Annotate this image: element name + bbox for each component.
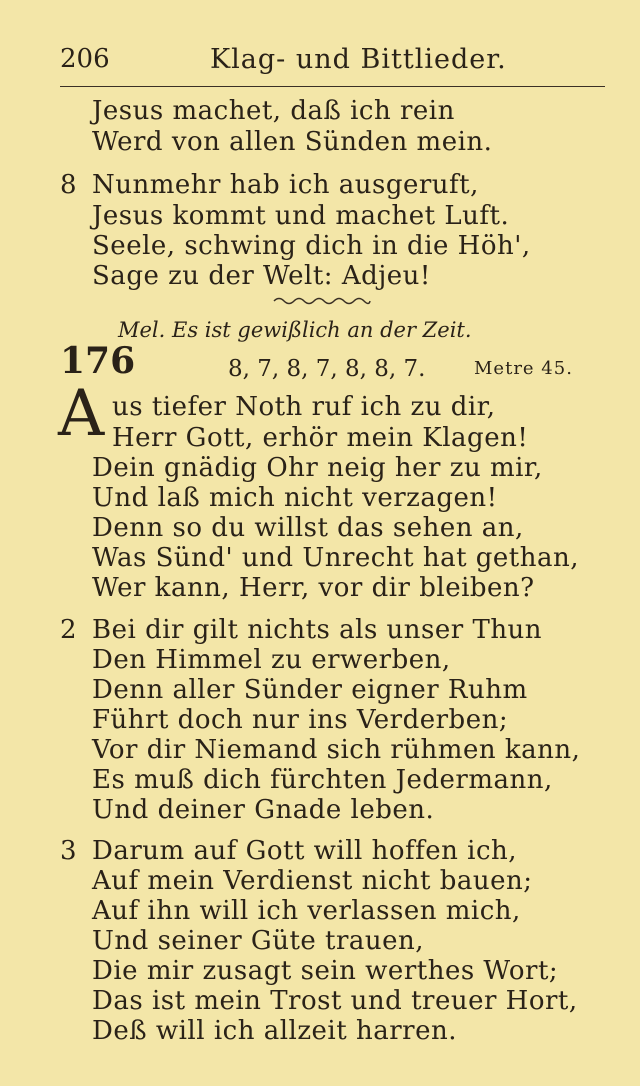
metre-label: Metre 45. [474,358,573,379]
verse-line: Und laß mich nicht verzagen! [92,483,498,513]
verse-line: Herr Gott, erhör mein Klagen! [112,423,529,453]
verse-number: 2 [60,615,77,645]
verse-line: Den Himmel zu erwerben, [92,645,451,675]
verse-line: Und seiner Güte trauen, [92,926,425,956]
verse-line: Werd von allen Sünden mein. [92,127,493,157]
page-header [60,40,605,80]
verse-line: Die mir zusagt sein werthes Wort; [92,956,559,986]
verse-line: Wer kann, Herr, vor dir bleiben? [92,573,535,603]
verse-line: Darum auf Gott will hoffen ich, [92,836,518,866]
verse-line: Deß will ich allzeit harren. [92,1016,457,1046]
verse-line: Sage zu der Welt: Adjeu! [92,261,431,291]
verse-line: Und deiner Gnade leben. [92,795,435,825]
melody-line: Mel. Es ist gewißlich an der Zeit. [118,318,472,342]
verse-number: 8 [60,170,77,200]
metre-numbers: 8, 7, 8, 7, 8, 8, 7. [228,356,426,382]
verse-number: 3 [60,836,77,866]
verse-line: Auf ihn will ich verlassen mich, [92,896,521,926]
verse-line: Bei dir gilt nichts als unser Thun [92,615,543,645]
verse-line: Seele, schwing dich in die Höh', [92,231,531,261]
verse-line: Das ist mein Trost und treuer Hort, [92,986,578,1016]
verse-line: Jesus machet, daß ich rein [92,96,455,126]
page-number: 206 [60,44,110,74]
verse-line: Auf mein Verdienst nicht bauen; [92,866,533,896]
section-ornament [272,293,372,309]
verse-line: Nunmehr hab ich ausgeruft, [92,170,479,200]
verse-line: us tiefer Noth ruf ich zu dir, [112,392,496,422]
verse-line: Führt doch nur ins Verderben; [92,705,509,735]
running-title: Klag- und Bittlieder. [210,44,507,75]
verse-line: Was Sünd' und Unrecht hat gethan, [92,543,580,573]
verse-line: Denn so du willst das sehen an, [92,513,524,543]
hymn-number: 176 [60,340,136,382]
header-rule [60,86,605,87]
verse-line: Vor dir Niemand sich rühmen kann, [92,735,581,765]
verse-line: Jesus kommt und machet Luft. [92,201,510,231]
verse-line: Es muß dich fürchten Jedermann, [92,765,553,795]
verse-line: Dein gnädig Ohr neig her zu mir, [92,453,543,483]
drop-cap: A [58,377,105,451]
verse-line: Denn aller Sünder eigner Ruhm [92,675,528,705]
